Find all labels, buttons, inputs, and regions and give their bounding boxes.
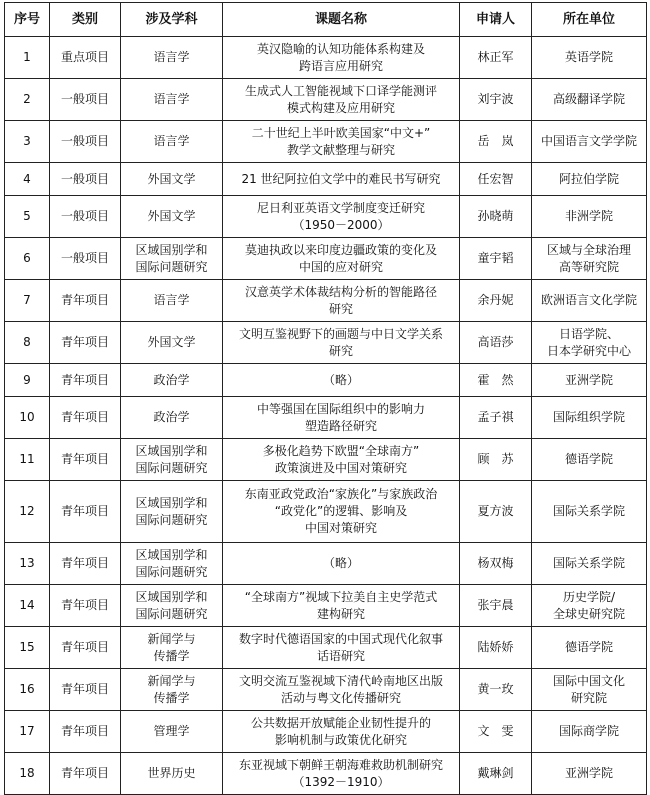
cell-applicant: 任宏智 — [460, 163, 532, 196]
cell-title: 中等强国在国际组织中的影响力 塑造路径研究 — [223, 397, 460, 439]
cell-title: 二十世纪上半叶欧美国家“中文+” 教学文献整理与研究 — [223, 121, 460, 163]
cell-index: 7 — [5, 280, 50, 322]
cell-index: 18 — [5, 753, 50, 795]
table-row — [5, 711, 647, 753]
cell-category: 重点项目 — [50, 37, 121, 79]
cell-index: 10 — [5, 397, 50, 439]
cell-applicant: 林正军 — [460, 37, 532, 79]
cell-unit: 国际关系学院 — [532, 543, 647, 585]
cell-applicant: 孟子祺 — [460, 397, 532, 439]
cell-applicant: 夏方波 — [460, 481, 532, 543]
cell-category: 青年项目 — [50, 280, 121, 322]
cell-unit: 英语学院 — [532, 37, 647, 79]
cell-discipline: 管理学 — [121, 711, 223, 753]
cell-applicant: 张宇晨 — [460, 585, 532, 627]
table-row — [5, 439, 647, 481]
table-row — [5, 121, 647, 163]
cell-category: 青年项目 — [50, 364, 121, 397]
cell-index: 9 — [5, 364, 50, 397]
cell-category: 青年项目 — [50, 543, 121, 585]
cell-index: 6 — [5, 238, 50, 280]
cell-category: 青年项目 — [50, 439, 121, 481]
cell-applicant: 刘宇波 — [460, 79, 532, 121]
cell-discipline: 政治学 — [121, 397, 223, 439]
cell-category: 青年项目 — [50, 753, 121, 795]
cell-unit: 高级翻译学院 — [532, 79, 647, 121]
cell-unit: 区域与全球治理 高等研究院 — [532, 238, 647, 280]
cell-title: 多极化趋势下欧盟“全球南方” 政策演进及中国对策研究 — [223, 439, 460, 481]
table-row — [5, 627, 647, 669]
header-title: 课题名称 — [223, 3, 460, 37]
cell-discipline: 外国文学 — [121, 163, 223, 196]
cell-index: 13 — [5, 543, 50, 585]
table-row — [5, 397, 647, 439]
cell-unit: 亚洲学院 — [532, 753, 647, 795]
cell-applicant: 文 雯 — [460, 711, 532, 753]
cell-discipline: 世界历史 — [121, 753, 223, 795]
header-unit: 所在单位 — [532, 3, 647, 37]
cell-applicant: 余丹妮 — [460, 280, 532, 322]
cell-title: 21 世纪阿拉伯文学中的难民书写研究 — [223, 163, 460, 196]
cell-title: 尼日利亚英语文学制度变迁研究 （1950－2000） — [223, 196, 460, 238]
cell-discipline: 外国文学 — [121, 196, 223, 238]
cell-index: 11 — [5, 439, 50, 481]
cell-applicant: 霍 然 — [460, 364, 532, 397]
cell-index: 17 — [5, 711, 50, 753]
cell-applicant: 孙晓萌 — [460, 196, 532, 238]
cell-index: 16 — [5, 669, 50, 711]
cell-applicant: 杨双梅 — [460, 543, 532, 585]
cell-applicant: 高语莎 — [460, 322, 532, 364]
table-body — [5, 37, 647, 795]
cell-title: （略） — [223, 364, 460, 397]
cell-discipline: 区域国别学和 国际问题研究 — [121, 439, 223, 481]
cell-unit: 国际商学院 — [532, 711, 647, 753]
cell-unit: 阿拉伯学院 — [532, 163, 647, 196]
cell-title: 汉意英学术体裁结构分析的智能路径 研究 — [223, 280, 460, 322]
cell-unit: 国际中国文化 研究院 — [532, 669, 647, 711]
cell-category: 一般项目 — [50, 196, 121, 238]
table-row — [5, 238, 647, 280]
cell-index: 1 — [5, 37, 50, 79]
cell-index: 12 — [5, 481, 50, 543]
cell-index: 4 — [5, 163, 50, 196]
cell-unit: 欧洲语言文化学院 — [532, 280, 647, 322]
cell-unit: 德语学院 — [532, 627, 647, 669]
cell-unit: 非洲学院 — [532, 196, 647, 238]
cell-applicant: 戴琳剑 — [460, 753, 532, 795]
cell-category: 一般项目 — [50, 163, 121, 196]
cell-title: 莫迪执政以来印度边疆政策的变化及 中国的应对研究 — [223, 238, 460, 280]
header-index: 序号 — [5, 3, 50, 37]
cell-unit: 国际关系学院 — [532, 481, 647, 543]
cell-title: 公共数据开放赋能企业韧性提升的 影响机制与政策优化研究 — [223, 711, 460, 753]
cell-unit: 国际组织学院 — [532, 397, 647, 439]
cell-applicant: 顾 苏 — [460, 439, 532, 481]
header-discipline: 涉及学科 — [121, 3, 223, 37]
cell-unit: 亚洲学院 — [532, 364, 647, 397]
project-table — [4, 2, 647, 795]
cell-applicant: 黄一玫 — [460, 669, 532, 711]
header-applicant: 申请人 — [460, 3, 532, 37]
cell-title: “全球南方”视域下拉美自主史学范式 建构研究 — [223, 585, 460, 627]
cell-discipline: 区域国别学和 国际问题研究 — [121, 481, 223, 543]
cell-discipline: 外国文学 — [121, 322, 223, 364]
cell-discipline: 区域国别学和 国际问题研究 — [121, 238, 223, 280]
table-row — [5, 79, 647, 121]
cell-discipline: 政治学 — [121, 364, 223, 397]
cell-title: 数字时代德语国家的中国式现代化叙事 话语研究 — [223, 627, 460, 669]
cell-title: 东亚视域下朝鲜王朝海难救助机制研究 （1392－1910） — [223, 753, 460, 795]
cell-category: 青年项目 — [50, 481, 121, 543]
cell-category: 一般项目 — [50, 121, 121, 163]
cell-unit: 历史学院/ 全球史研究院 — [532, 585, 647, 627]
cell-index: 8 — [5, 322, 50, 364]
cell-discipline: 新闻学与 传播学 — [121, 627, 223, 669]
header-category: 类别 — [50, 3, 121, 37]
cell-category: 青年项目 — [50, 711, 121, 753]
cell-discipline: 语言学 — [121, 37, 223, 79]
cell-index: 14 — [5, 585, 50, 627]
cell-title: 文明互鉴视野下的画题与中日文学关系 研究 — [223, 322, 460, 364]
cell-title: 东南亚政党政治“家族化”与家族政治 “政党化”的逻辑、影响及 中国对策研究 — [223, 481, 460, 543]
cell-index: 5 — [5, 196, 50, 238]
cell-title: 生成式人工智能视域下口译学能测评 模式构建及应用研究 — [223, 79, 460, 121]
table-row — [5, 322, 647, 364]
cell-category: 一般项目 — [50, 238, 121, 280]
cell-discipline: 新闻学与 传播学 — [121, 669, 223, 711]
header-row — [5, 3, 647, 37]
cell-unit: 中国语言文学学院 — [532, 121, 647, 163]
cell-category: 青年项目 — [50, 397, 121, 439]
table-row — [5, 163, 647, 196]
table-row — [5, 196, 647, 238]
cell-applicant: 岳 岚 — [460, 121, 532, 163]
cell-category: 青年项目 — [50, 585, 121, 627]
cell-category: 青年项目 — [50, 322, 121, 364]
cell-discipline: 区域国别学和 国际问题研究 — [121, 585, 223, 627]
cell-title: （略） — [223, 543, 460, 585]
cell-applicant: 童宇韬 — [460, 238, 532, 280]
cell-unit: 德语学院 — [532, 439, 647, 481]
table-row — [5, 280, 647, 322]
cell-discipline: 语言学 — [121, 280, 223, 322]
cell-index: 3 — [5, 121, 50, 163]
table-row — [5, 585, 647, 627]
cell-category: 青年项目 — [50, 627, 121, 669]
table-row — [5, 543, 647, 585]
table-row — [5, 481, 647, 543]
cell-title: 英汉隐喻的认知功能体系构建及 跨语言应用研究 — [223, 37, 460, 79]
cell-category: 一般项目 — [50, 79, 121, 121]
cell-index: 15 — [5, 627, 50, 669]
cell-unit: 日语学院、 日本学研究中心 — [532, 322, 647, 364]
table-row — [5, 37, 647, 79]
cell-discipline: 区域国别学和 国际问题研究 — [121, 543, 223, 585]
cell-discipline: 语言学 — [121, 121, 223, 163]
cell-category: 青年项目 — [50, 669, 121, 711]
table-row — [5, 364, 647, 397]
table-row — [5, 669, 647, 711]
cell-title: 文明交流互鉴视域下清代岭南地区出版 活动与粤文化传播研究 — [223, 669, 460, 711]
cell-index: 2 — [5, 79, 50, 121]
table-row — [5, 753, 647, 795]
cell-applicant: 陆娇娇 — [460, 627, 532, 669]
cell-discipline: 语言学 — [121, 79, 223, 121]
